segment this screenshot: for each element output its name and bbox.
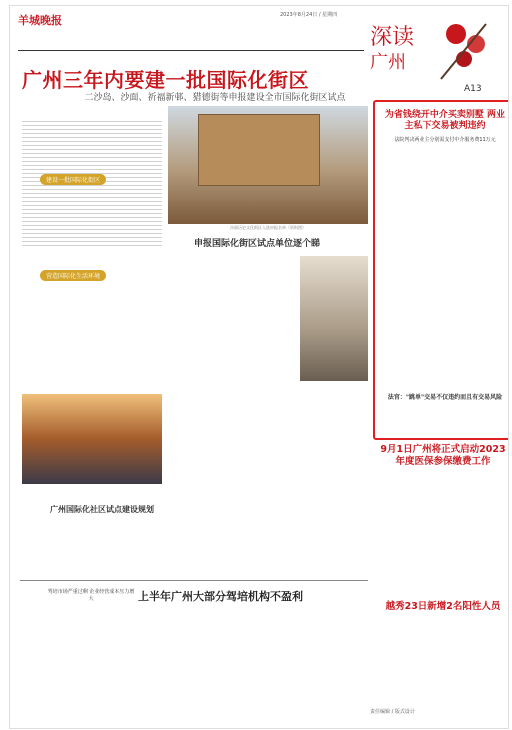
issue-date: 2023年8月24日 / 星期四 [280, 12, 338, 18]
masthead [18, 10, 368, 50]
city-night-photo [22, 394, 162, 484]
page-footer: 责任编辑 / 版式设计 [370, 709, 415, 715]
photo-caption: 沙面历史文化街区入选申报名单（资料图） [230, 225, 306, 230]
right-story-headline: 9月1日广州将正式启动2023年度医保参保缴费工作 [380, 444, 506, 467]
page-number: A13 [464, 84, 482, 94]
newspaper-logo: 羊城晚报 [18, 14, 62, 27]
article-subhead-2: 广州国际化社区试点建设规划 [50, 505, 154, 514]
section-header [370, 14, 500, 94]
bottom-kicker: 驾培市场严重过剩 企业经营成本压力增大 [47, 589, 135, 602]
street-photo [300, 256, 368, 381]
section-badge: 建设一批国际化街区 [40, 174, 106, 185]
highlighted-subhead: 法官："跳单"交易不仅违约而且有交易风险 [387, 394, 503, 401]
section-badge: 营造国际化生活环境 [40, 270, 106, 281]
section-title-b: 广州 [370, 52, 406, 73]
highlighted-article [373, 100, 508, 440]
highlighted-subheadline: 法院判决两业主分别需支付中介服务费11万元 [394, 137, 496, 143]
masthead-rule [18, 50, 364, 51]
highlighted-headline: 为省钱绕开中介买卖别墅 两业主私下交易被判违约 [384, 110, 506, 131]
newspaper-page [10, 6, 508, 728]
main-photo [168, 106, 368, 224]
main-headline: 广州三年内要建一批国际化街区 [22, 68, 309, 92]
right-story-headline-2: 越秀23日新增2名阳性人员 [385, 601, 501, 612]
section-title-a: 深读 [370, 25, 415, 50]
section-divider [20, 580, 368, 581]
article-subhead: 申报国际化街区试点单位逐个睇 [194, 239, 321, 249]
bottom-headline: 上半年广州大部分驾培机构不盈利 [138, 590, 303, 603]
building-shape [198, 114, 320, 186]
main-deck: 二沙岛、沙面、祈福新邨、猎德街等申报建设全市国际化街区试点 [84, 93, 346, 103]
flower-icon [436, 14, 496, 84]
